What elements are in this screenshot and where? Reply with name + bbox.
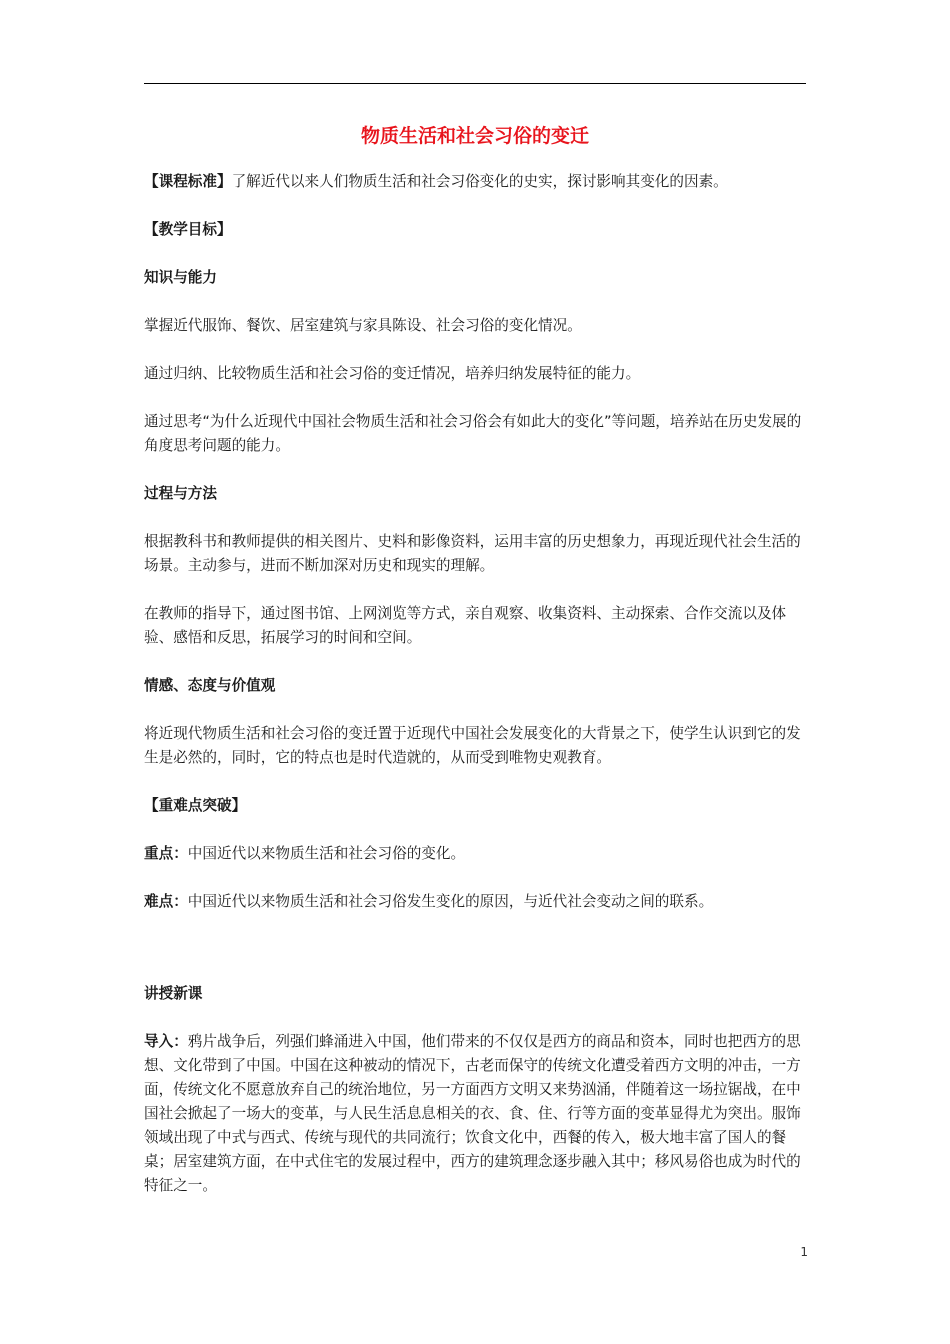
document-body	[144, 170, 808, 1222]
difficulty-text: 中国近代以来物质生活和社会习俗发生变化的原因，与近代社会变动之间的联系。	[187, 893, 714, 910]
knowledge-heading: 知识与能力	[144, 269, 217, 286]
process-paragraph: 在教师的指导下，通过图书馆、上网浏览等方式，亲自观察、收集资料、主动探索、合作交流以及体验、感悟和反思，拓展学习的时间和空间。	[144, 605, 787, 646]
difficulty-point	[144, 890, 808, 914]
intro-label: 导入：	[144, 1033, 188, 1050]
process-heading: 过程与方法	[144, 485, 217, 502]
process-paragraph: 根据教科书和教师提供的相关图片、史料和影像资料，运用丰富的历史想象力，再现近现代社会生活的场景。主动参与，进而不断加深对历史和现实的理解。	[144, 533, 801, 574]
knowledge-paragraph: 通过思考“为什么近现代中国社会物质生活和社会习俗会有如此大的变化”等问题，培养站在历史发展的角度思考问题的能力。	[144, 413, 802, 454]
intro-text: 鸦片战争后，列强们蜂涌进入中国，他们带来的不仅仅是西方的商品和资本，同时也把西方的思想、文化带到了中国。中国在这种被动的情况下，古老而保守的传统文化遭受着西方文明的冲击，一方面，传统文化不愿意放弃自己的统治地位，另一方面西方文明又来势汹涌，伴随着这一场拉锯战，在中国社会掀起了一场大的变革，与人民生活息息相关的衣、食、住、行等方面的变革显得尤为突出。服饰领域出现了中式与西式、传统与现代的共同流行；饮食文化中，西餐的传入，极大地丰富了国人的餐桌；居室建筑方面，在中式住宅的发展过程中，西方的建筑理念逐步融入其中；移风易俗也成为时代的特征之一。	[144, 1033, 801, 1194]
section-spacer	[144, 938, 808, 982]
intro-paragraph	[144, 1030, 808, 1198]
focus-text: 中国近代以来物质生活和社会习俗的变化。	[187, 845, 466, 862]
knowledge-paragraph: 掌握近代服饰、餐饮、居室建筑与家具陈设、社会习俗的变化情况。	[144, 317, 582, 334]
header-rule	[144, 83, 806, 84]
knowledge-paragraph: 通过归纳、比较物质生活和社会习俗的变迁情况，培养归纳发展特征的能力。	[144, 365, 641, 382]
difficulty-label: 难点：	[144, 893, 188, 910]
course-standard-text: 了解近代以来人们物质生活和社会习俗变化的史实，探讨影响其变化的因素。	[231, 173, 728, 190]
values-paragraph: 将近现代物质生活和社会习俗的变迁置于近现代中国社会发展变化的大背景之下，使学生认识到它的发生是必然的，同时，它的特点也是时代造就的，从而受到唯物史观教育。	[144, 725, 801, 766]
course-standard-label: 【课程标准】	[144, 173, 232, 190]
page-title: 物质生活和社会习俗的变迁	[360, 125, 589, 147]
key-points-heading: 【重难点突破】	[144, 797, 247, 814]
new-lesson-heading: 讲授新课	[144, 985, 203, 1002]
focus-point	[144, 842, 808, 866]
page-number: 1	[800, 1245, 808, 1259]
course-standard	[144, 170, 808, 194]
focus-label: 重点：	[144, 845, 188, 862]
teaching-goals-heading: 【教学目标】	[144, 221, 232, 238]
values-heading: 情感、态度与价值观	[144, 677, 276, 694]
